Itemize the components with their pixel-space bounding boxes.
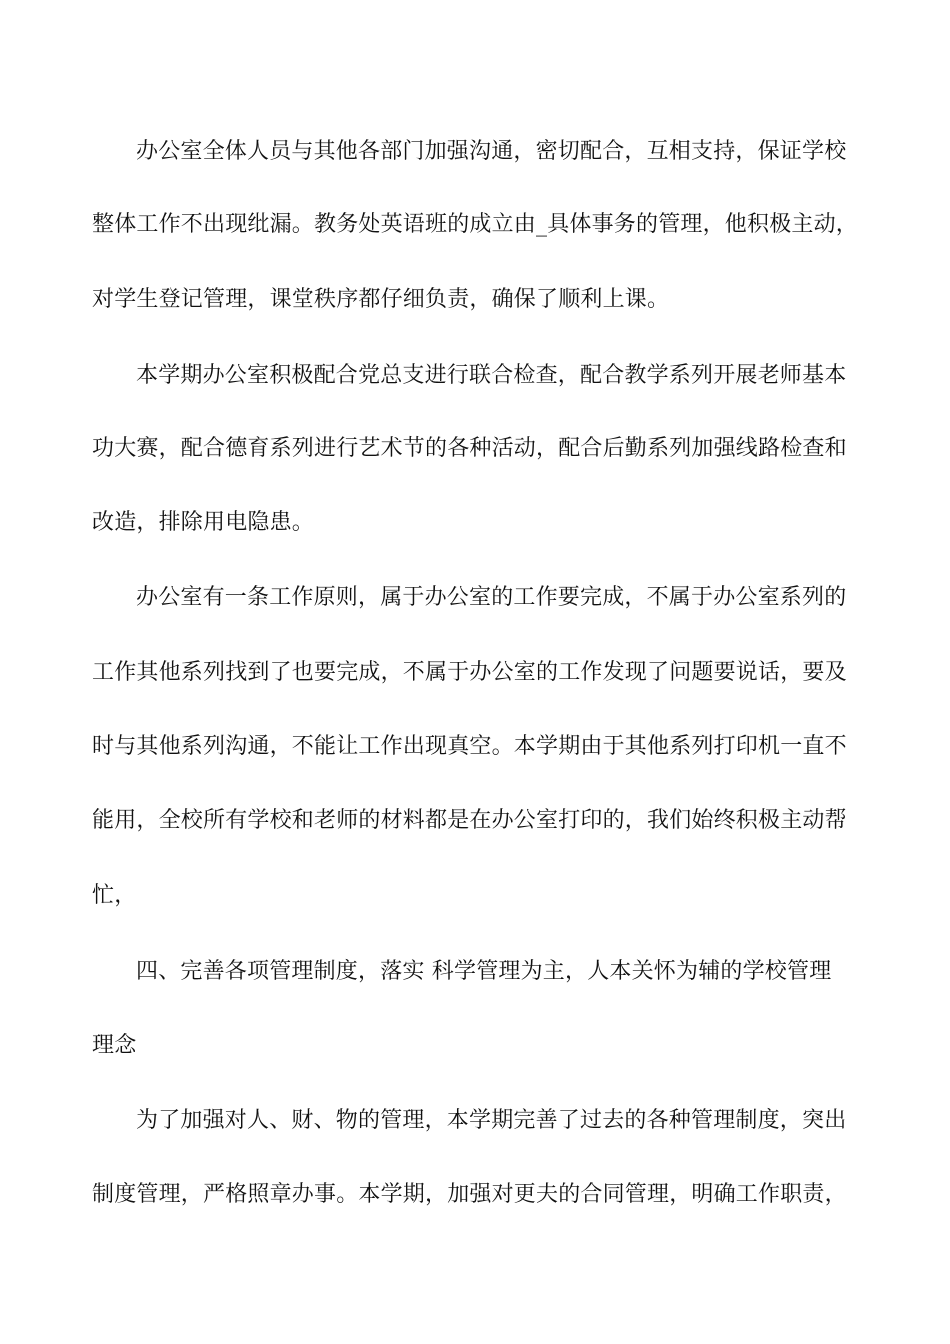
paragraph-2-line-3: 改造，排除用电隐患。 — [92, 510, 315, 535]
paragraph-4-line-1: 为了加强对人、财、物的管理，本学期完善了过去的各种管理制度，突出 — [136, 1108, 847, 1133]
paragraph-2-line-1: 本学期办公室积极配合党总支进行联合检查，配合教学系列开展老师基本 — [136, 363, 847, 388]
paragraph-1-line-2: 整体工作不出现纰漏。教务处英语班的成立由_具体事务的管理，他积极主动， — [92, 212, 859, 237]
paragraph-4-line-2: 制度管理，严格照章办事。本学期，加强对更夫的合同管理，明确工作职责， — [92, 1182, 847, 1207]
paragraph-3-line-4: 能用，全校所有学校和老师的材料都是在办公室打印的，我们始终积极主动帮 — [92, 808, 847, 833]
paragraph-3-line-5: 忙， — [92, 883, 137, 908]
paragraph-2-line-2: 功大赛，配合德育系列进行艺术节的各种活动，配合后勤系列加强线路检查和 — [92, 436, 847, 461]
paragraph-3-line-3: 时与其他系列沟通，不能让工作出现真空。本学期由于其他系列打印机一直不 — [92, 734, 847, 759]
paragraph-3-line-1: 办公室有一条工作原则，属于办公室的工作要完成，不属于办公室系列的 — [136, 585, 847, 610]
paragraph-1-line-1: 办公室全体人员与其他各部门加强沟通，密切配合，互相支持，保证学校 — [136, 139, 847, 164]
section-heading-line-1: 四、完善各项管理制度，落实 科学管理为主，人本关怀为辅的学校管理 — [136, 959, 832, 984]
paragraph-3-line-2: 工作其他系列找到了也要完成，不属于办公室的工作发现了问题要说话，要及 — [92, 660, 847, 685]
section-heading-line-2: 理念 — [92, 1033, 137, 1058]
paragraph-1-line-3: 对学生登记管理，课堂秩序都仔细负责，确保了顺利上课。 — [92, 287, 670, 312]
